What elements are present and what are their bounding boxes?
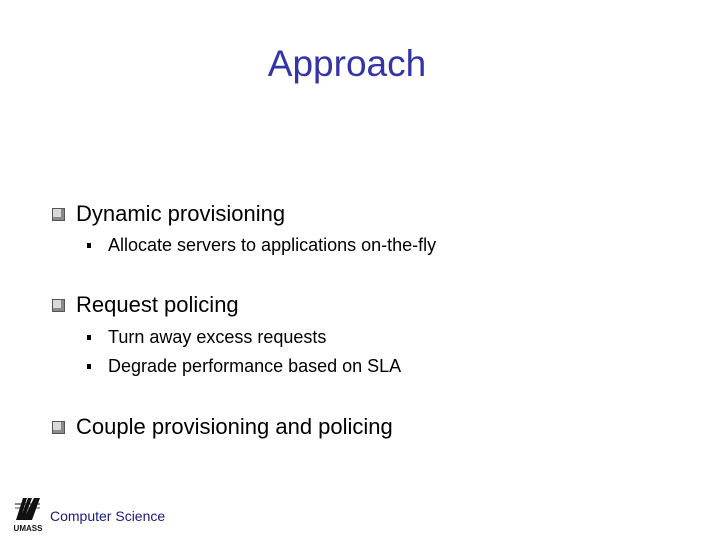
- small-square-bullet-icon: [87, 335, 91, 340]
- footer-label: Computer Science: [50, 508, 166, 524]
- slide-title: Approach: [267, 43, 427, 84]
- bullet-text: Dynamic provisioning: [76, 201, 286, 226]
- sub-bullet-item: [87, 325, 326, 349]
- footer: [8, 494, 308, 534]
- bullet-item: [52, 412, 393, 442]
- sub-bullet-text: Degrade performance based on SLA: [108, 355, 402, 376]
- small-square-bullet-icon: [87, 364, 91, 369]
- svg-text:UMASS: UMASS: [13, 524, 43, 532]
- umass-logo-icon: [10, 494, 46, 532]
- bullet-item: [52, 290, 239, 320]
- sub-bullet-item: [87, 233, 436, 257]
- sub-bullet-text: Turn away excess requests: [108, 326, 327, 347]
- small-square-bullet-icon: [87, 243, 91, 248]
- sub-bullet-item: [87, 354, 401, 378]
- square-bullet-icon: [52, 208, 65, 221]
- bullet-text: Request policing: [76, 292, 239, 317]
- sub-bullet-text: Allocate servers to applications on-the-fly: [108, 234, 437, 255]
- bullet-item: [52, 199, 285, 229]
- square-bullet-icon: [52, 421, 65, 434]
- bullet-text: Couple provisioning and policing: [76, 414, 393, 439]
- square-bullet-icon: [52, 299, 65, 312]
